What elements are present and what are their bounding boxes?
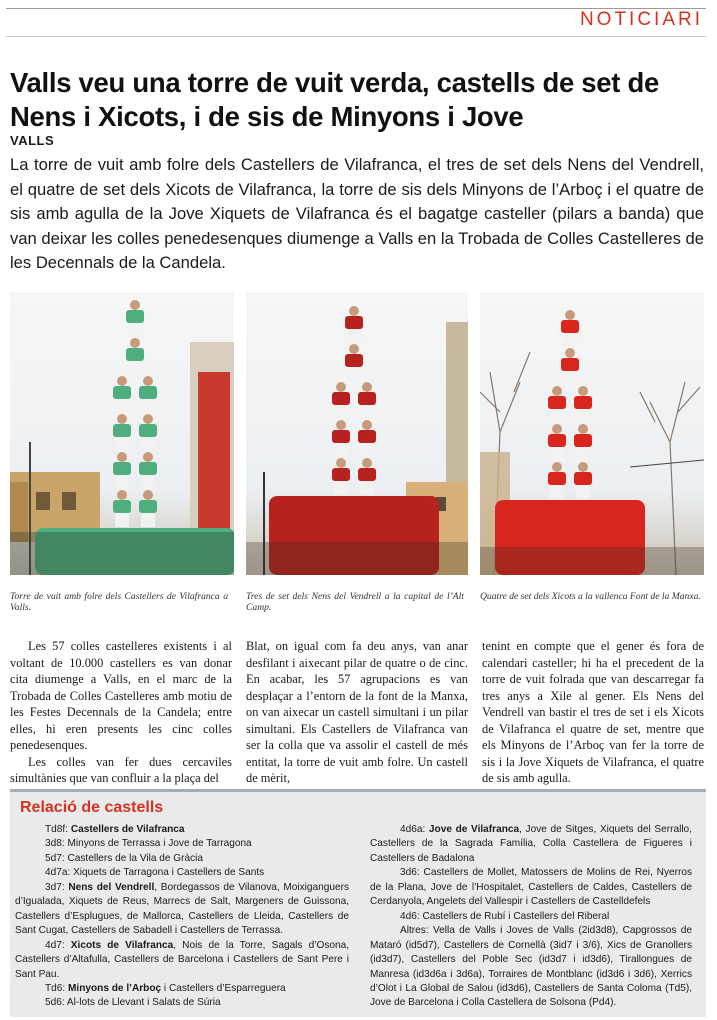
casteller-head (362, 382, 372, 392)
casteller-trousers (360, 481, 374, 495)
result-entry (370, 866, 692, 909)
result-collas: Castellers de Mollet, Matossers de Molins de Rei, Nyerros de la Plana, Jove de l’Hospitalet, Castellers de Caldes, Castellers de Cerdanyola, Angelets del Vallespir i Castellers de Castelldefels (370, 867, 692, 908)
result-entry (15, 837, 349, 851)
casteller-shirt (345, 316, 363, 329)
casteller-shirt (139, 500, 157, 513)
casteller-shirt (561, 320, 579, 333)
photo-caption-2: Tres de set dels Nens del Vendrell a la capital de l’Alt Camp. (246, 591, 464, 613)
result-collas: Vella de Valls i Joves de Valls (2id3d8), Capgrossos de Mataró (id5d7), Castellers de Cornellà (3id7 i 3/6), Xics de Granollers (id3d7), Castellers del Poble Sec (id3d7 i id3d6), Tirallongues de Manresa (id3d6a i 3d6a), Torraires de Montblanc (id3d6 i 3d6), Xerrics d’Olot i La Global de Salou (id3d6), Castellers de Santa Coloma (Td5), Jove de Barcelona i Colla Castellera de Solsona (Pd4). (370, 925, 692, 1009)
result-entry (15, 866, 349, 880)
result-colla-highlight: Xicots de Vilafranca (70, 939, 174, 951)
casteller-shirt (574, 396, 592, 409)
body-paragraph: Blat, on igual com fa deu anys, van anar desfilant i aixecant pilar de quatre o de cinc. En acabar, les 57 agrupacions es van desplaçar a l’entorn de la font de la Manxa, on van aixecar un castell simultani i un pilar simultani. Els Castellers de Vilafranca van ser la colla que va assolir el castell de més entitat, la torre de vuit amb folre. Un castell de mèrit, (246, 639, 468, 785)
body-paragraph: tenint en compte que el gener és fora de calendari casteller; hi ha el precedent de la torre de vuit folrada que van descarregar fa tres anys a Xile al gener. Els Nens del Vendrell van bastir el tres de set i els Xicots de Vilafranca el quatre de set, mentre que els Minyons de l’Arboç van fer la torre de sis i la Jove Xiquets de Vilafranca, el quatre de sis amb agulla. (482, 639, 704, 785)
photo-caption-3: Quatre de set dels Xicots a la vallenca Font de la Manxa. (480, 591, 701, 602)
casteller-trousers (576, 409, 590, 423)
casteller-trousers (360, 443, 374, 457)
casteller-shirt (113, 424, 131, 437)
result-entry (15, 996, 349, 1010)
casteller-head (336, 420, 346, 430)
casteller-shirt (548, 472, 566, 485)
result-code: 4d7a: (45, 867, 74, 879)
body-paragraph: Les colles van fer dues cercaviles simultànies que van confluir a la plaça del (10, 754, 232, 785)
casteller-head (362, 458, 372, 468)
casteller-trousers (347, 367, 361, 381)
casteller-head (349, 344, 359, 354)
result-collas: , Bordegassos de Vilanova, Moixiganguers d’Igualada, Xiquets de Reus, Marrecs de Salt, Margeners de Guissona, Castellers d’Esplugues, de Mallorca, Castellers de Lleida, Castellers de Sant Cugat, Castellers de Sabadell i Castellers de Terrassa. (15, 881, 349, 937)
casteller-trousers (563, 333, 577, 347)
casteller-trousers (334, 481, 348, 495)
result-entry (370, 910, 692, 924)
casteller-shirt (113, 462, 131, 475)
casteller-trousers (115, 475, 129, 489)
casteller-head (552, 462, 562, 472)
result-collas: Minyons de Terrassa i Jove de Tarragona (67, 838, 252, 850)
casteller-head (143, 452, 153, 462)
casteller-shirt (561, 358, 579, 371)
casteller-shirt (548, 396, 566, 409)
casteller-trousers (115, 437, 129, 451)
result-code: 4d7: (45, 939, 71, 951)
casteller-head (117, 414, 127, 424)
casteller-head (362, 420, 372, 430)
photo-caption-1: Torre de vuit amb folre dels Castellers de Vilafranca a Valls. (10, 591, 228, 613)
casteller-shirt (113, 386, 131, 399)
casteller-head (130, 300, 140, 310)
casteller-trousers (550, 485, 564, 499)
result-collas: Castellers de la Vila de Gràcia (67, 852, 204, 864)
casteller-head (565, 348, 575, 358)
casteller-head (578, 424, 588, 434)
result-entry (15, 881, 349, 939)
body-column-2 (246, 638, 468, 787)
result-code: Td6: (45, 982, 69, 994)
casteller-head (143, 414, 153, 424)
casteller-head (552, 424, 562, 434)
result-collas: Al-lots de Llevant i Salats de Súria (66, 997, 221, 1009)
casteller-trousers (576, 485, 590, 499)
casteller-trousers (347, 329, 361, 343)
casteller-head (578, 462, 588, 472)
casteller-trousers (360, 405, 374, 419)
result-entry (15, 823, 349, 837)
casteller-trousers (141, 437, 155, 451)
result-code: 3d6: (400, 867, 424, 879)
casteller-head (143, 490, 153, 500)
casteller-head (336, 458, 346, 468)
casteller-head (578, 386, 588, 396)
casteller-head (336, 382, 346, 392)
result-colla-highlight: Nens del Vendrell (68, 881, 155, 893)
casteller-shirt (139, 424, 157, 437)
result-code: 5d7: (45, 852, 68, 864)
result-collas: Xiquets de Tarragona i Castellers de Sants (73, 867, 265, 879)
casteller-trousers (128, 361, 142, 375)
casteller-head (143, 376, 153, 386)
article-lead: La torre de vuit amb folre dels Castellers de Vilafranca, el tres de set dels Nens del Vendrell, el quatre de set dels Xicots de Vilafranca, la torre de sis dels Minyons de l’Arboç i el quatre de sis amb agulla de la Jove Xiquets de Vilafranca és el bagatge casteller (pilars a banda) que van deixar les colles penedesenques diumenge a Valls en la Trobada de Colles Castelleres de les Decennals de la Candela. (10, 155, 704, 272)
photo-red-tower (246, 292, 468, 575)
result-entry (15, 939, 349, 982)
casteller-shirt (358, 468, 376, 481)
casteller-shirt (332, 430, 350, 443)
results-column-left (15, 823, 349, 1011)
casteller-shirt (358, 430, 376, 443)
result-colla-highlight: Minyons de l’Arboç (68, 982, 162, 994)
result-code: 3d8: (45, 838, 68, 850)
results-title: Relació de castells (20, 799, 164, 816)
result-colla-highlight: Castellers de Vilafranca (70, 824, 185, 835)
casteller-shirt (126, 348, 144, 361)
photo-xicots-tower (480, 292, 704, 575)
casteller-trousers (334, 405, 348, 419)
result-code: Altres: (400, 925, 433, 937)
casteller-shirt (126, 310, 144, 323)
result-code: 4d6: (400, 910, 423, 922)
casteller-shirt (332, 468, 350, 481)
result-code: 3d7: (45, 881, 69, 893)
result-entry (15, 982, 349, 996)
body-column-1 (10, 638, 232, 787)
casteller-shirt (574, 434, 592, 447)
result-entry (370, 924, 692, 1011)
casteller-shirt (548, 434, 566, 447)
casteller-trousers (141, 399, 155, 413)
photo-green-tower (10, 292, 234, 575)
casteller-trousers (115, 513, 129, 527)
casteller-trousers (141, 475, 155, 489)
casteller-shirt (139, 386, 157, 399)
result-collas: i Castellers d’Esparreguera (161, 982, 286, 994)
casteller-shirt (139, 462, 157, 475)
result-collas: Castellers de Rubí i Castellers del Riberal (422, 910, 610, 922)
results-box (10, 789, 706, 1017)
section-label: NOTICIARI (579, 9, 703, 30)
result-code: Td8f: (45, 824, 71, 835)
casteller-trousers (576, 447, 590, 461)
result-colla-highlight: Jove de Vilafranca (428, 824, 520, 835)
casteller-trousers (550, 447, 564, 461)
result-collas: , Jove de Sitges, Xiquets del Serrallo, Castellers de la Sagrada Família, Colla Castellera de Figueres i Castellers de Badalona (370, 824, 692, 864)
section-rule (6, 36, 706, 37)
casteller-head (552, 386, 562, 396)
results-column-right (370, 823, 692, 1011)
casteller-head (130, 338, 140, 348)
article-headline: Valls veu una torre de vuit verda, castells de set de Nens i Xicots, i de sis de Minyons i Jove (10, 67, 659, 132)
casteller-head (117, 452, 127, 462)
result-entry (15, 852, 349, 866)
casteller-trousers (550, 409, 564, 423)
casteller-shirt (332, 392, 350, 405)
casteller-head (349, 306, 359, 316)
article-place: VALLS (10, 133, 55, 148)
body-paragraph: Les 57 colles castelleres existents i al voltant de 10.000 castellers es van donar cita diumenge a Valls, en el marc de la Trobada de Colles Castelleres amb motiu de les Festes Decennals de la Candela; entre elles, hi eren presents les cinc colles penedesenques. (10, 639, 232, 752)
casteller-trousers (115, 399, 129, 413)
casteller-trousers (128, 323, 142, 337)
casteller-trousers (141, 513, 155, 527)
casteller-head (117, 376, 127, 386)
body-column-3 (482, 638, 704, 787)
casteller-head (117, 490, 127, 500)
casteller-shirt (113, 500, 131, 513)
casteller-trousers (334, 443, 348, 457)
casteller-trousers (563, 371, 577, 385)
casteller-shirt (345, 354, 363, 367)
result-collas: , Nois de la Torre, Sagals d’Osona, Castellers d’Altafulla, Castellers de Barcelona i Castellers de Sant Pere i Sant Pau. (15, 939, 350, 980)
result-code: 5d6: (45, 997, 67, 1009)
casteller-shirt (358, 392, 376, 405)
result-code: 4d6a: (400, 824, 429, 835)
casteller-head (565, 310, 575, 320)
result-entry (370, 823, 692, 866)
casteller-shirt (574, 472, 592, 485)
